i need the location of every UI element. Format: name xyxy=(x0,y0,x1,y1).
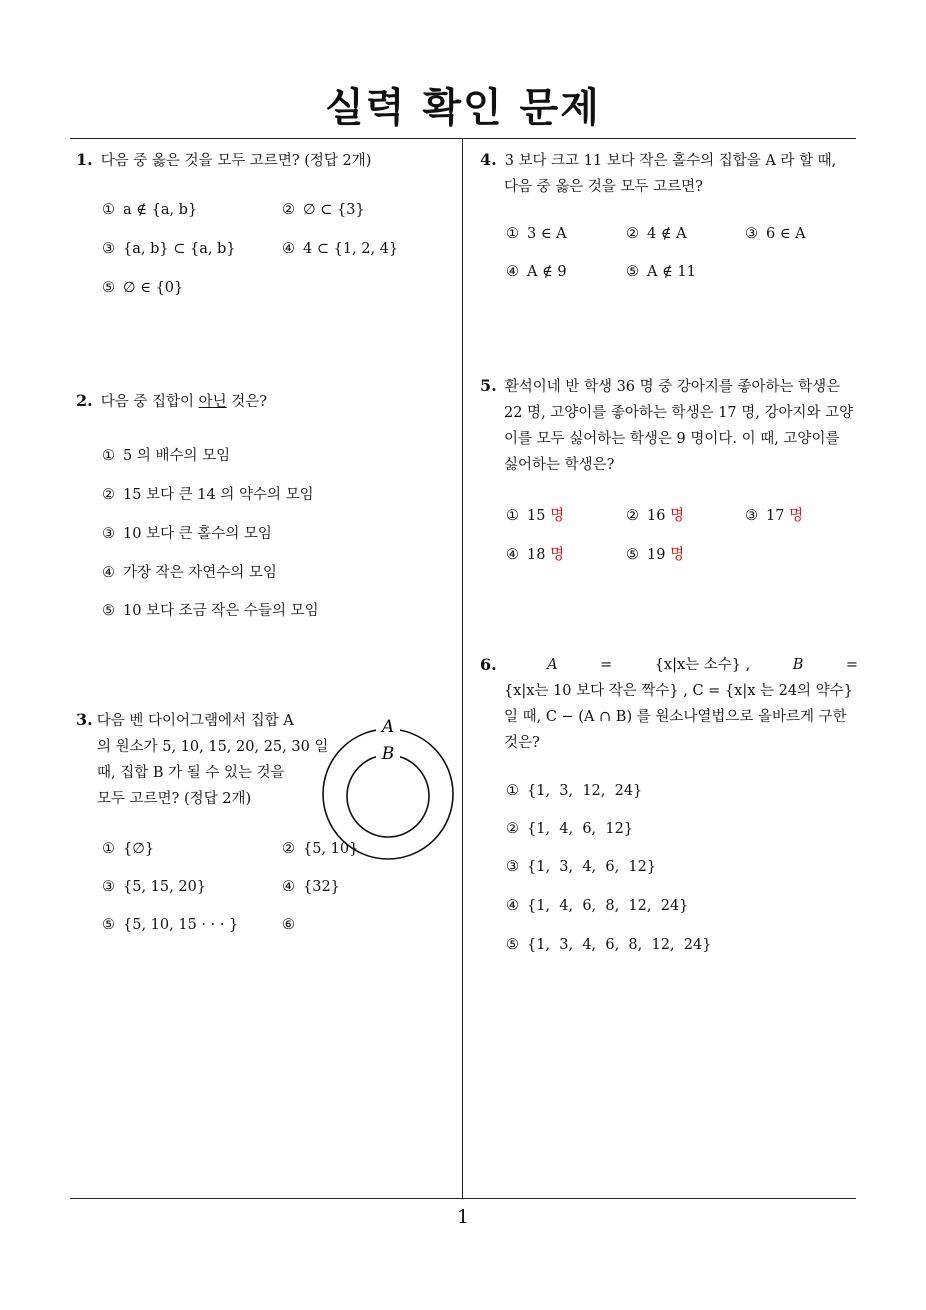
option-mark: ④ xyxy=(506,898,519,914)
question-6 xyxy=(480,652,860,756)
question-4 xyxy=(480,147,860,200)
option-mark: ④ xyxy=(506,547,519,563)
q4-option-2[interactable] xyxy=(626,226,687,242)
option-mark: ⑤ xyxy=(626,264,639,280)
option-mark: ④ xyxy=(506,264,519,280)
option-mark: ③ xyxy=(745,226,758,242)
option-text: {32} xyxy=(303,879,340,895)
question-number: 3. xyxy=(76,710,93,729)
page-title: 실력 확인 문제 xyxy=(325,85,601,131)
option-unit: 명 xyxy=(550,547,565,563)
question-number: 2. xyxy=(76,391,93,410)
question-number: 1. xyxy=(76,150,93,169)
option-unit: 명 xyxy=(670,547,685,563)
option-text: a ∉ {a, b} xyxy=(123,202,198,218)
venn-label-a: A xyxy=(381,717,395,737)
option-mark: ⑤ xyxy=(506,937,519,953)
q5-option-5[interactable] xyxy=(626,543,684,564)
option-mark: ⑤ xyxy=(102,603,115,619)
q3-option-3[interactable] xyxy=(102,879,206,895)
option-unit: 명 xyxy=(550,508,565,524)
option-mark: ① xyxy=(102,202,115,218)
q5-option-2[interactable] xyxy=(626,504,684,525)
q6-option-4[interactable] xyxy=(506,898,688,914)
question-number: 5. xyxy=(480,376,497,395)
option-mark: ④ xyxy=(282,241,295,257)
option-text: {a, b} ⊂ {a, b} xyxy=(123,241,236,257)
option-mark: ④ xyxy=(282,879,295,895)
option-mark: ② xyxy=(626,508,639,524)
question-line-1 xyxy=(480,652,858,678)
option-text: A ∉ 11 xyxy=(647,264,696,280)
q6-line1-part-4: B xyxy=(792,657,804,673)
option-mark: ⑤ xyxy=(102,280,115,296)
q2-option-2[interactable] xyxy=(102,483,314,504)
option-mark: ① xyxy=(506,508,519,524)
question-line-2: 의 원소가 5, 10, 15, 20, 25, 30 일 xyxy=(97,739,329,755)
question-text-after: 것은? xyxy=(226,394,267,410)
q1-option-5[interactable] xyxy=(102,280,183,296)
option-mark: ① xyxy=(506,226,519,242)
option-text: {5, 10, 15 · · · } xyxy=(123,917,239,933)
q3-option-5[interactable] xyxy=(102,917,238,933)
venn-diagram xyxy=(318,714,458,860)
q1-option-2[interactable] xyxy=(282,202,365,218)
option-value: 18 xyxy=(527,547,546,563)
option-mark: ② xyxy=(102,487,115,503)
question-3 xyxy=(76,707,329,812)
question-line-3: 일 때, C − (A ∩ B) 를 원소나열법으로 올바르게 구한 xyxy=(504,709,847,725)
question-number: 6. xyxy=(480,655,497,674)
question-text: 다음 중 옳은 것을 모두 고르면? (정답 2개) xyxy=(100,153,372,169)
question-line-1: 환석이네 반 학생 36 명 중 강아지를 좋아하는 학생은 xyxy=(504,379,841,395)
q2-option-1[interactable] xyxy=(102,444,230,465)
q5-option-4[interactable] xyxy=(506,543,564,564)
option-unit: 명 xyxy=(789,508,804,524)
q6-line1-part-3: {x|x는 소수} , xyxy=(654,657,751,673)
option-text: {5, 10} xyxy=(303,841,359,857)
question-line-1: 3 보다 크고 11 보다 작은 홀수의 집합을 A 라 할 때, xyxy=(504,153,837,169)
venn-inner-circle xyxy=(347,755,429,837)
question-line-2: 다음 중 옳은 것을 모두 고르면? xyxy=(504,179,703,195)
option-mark: ① xyxy=(102,841,115,857)
option-mark: ④ xyxy=(102,565,115,581)
q6-option-5[interactable] xyxy=(506,937,711,953)
option-text: 5 의 배수의 모임 xyxy=(123,448,231,464)
option-text: {1, 3, 12, 24} xyxy=(527,783,643,799)
q6-option-1[interactable] xyxy=(506,783,642,799)
option-mark: ② xyxy=(626,226,639,242)
q6-line1-part-5: = xyxy=(845,657,858,673)
question-line-3: 때, 집합 B 가 될 수 있는 것을 xyxy=(97,765,285,781)
question-line-2: {x|x는 10 보다 작은 짝수} , C = {x|x 는 24의 약수} xyxy=(504,683,853,699)
question-text-before: 다음 중 집합이 xyxy=(100,394,199,410)
option-text: {∅} xyxy=(123,841,155,857)
question-number: 4. xyxy=(480,150,497,169)
option-mark: ③ xyxy=(102,879,115,895)
q2-option-4[interactable] xyxy=(102,561,277,582)
question-text-underlined: 아닌 xyxy=(198,394,227,410)
option-mark: ① xyxy=(102,448,115,464)
option-mark: ⑤ xyxy=(626,547,639,563)
option-mark: ③ xyxy=(102,526,115,542)
q5-option-3[interactable] xyxy=(745,504,803,525)
option-text: 10 보다 큰 홀수의 모임 xyxy=(123,526,272,542)
question-line-3: 이를 모두 싫어하는 학생은 9 명이다. 이 때, 고양이를 xyxy=(504,431,840,447)
q3-option-4[interactable] xyxy=(282,879,340,895)
venn-label-b: B xyxy=(381,744,395,764)
q6-line1-part-1: A xyxy=(547,657,558,673)
q4-option-1[interactable] xyxy=(506,226,567,242)
question-line-2: 22 명, 고양이를 좋아하는 학생은 17 명, 강아지와 고양 xyxy=(504,405,854,421)
question-1 xyxy=(76,147,371,174)
q5-option-1[interactable] xyxy=(506,504,564,525)
bottom-rule xyxy=(70,1198,856,1199)
question-line-4: 것은? xyxy=(504,735,540,751)
q1-option-1[interactable] xyxy=(102,202,197,218)
option-unit: 명 xyxy=(670,508,685,524)
option-text: {1, 4, 6, 12} xyxy=(527,821,634,837)
question-5 xyxy=(480,373,860,478)
option-text: 6 ∈ A xyxy=(766,226,806,242)
question-line-4: 싫어하는 학생은? xyxy=(504,457,615,473)
q3-option-1[interactable] xyxy=(102,841,154,857)
option-mark: ③ xyxy=(506,859,519,875)
option-mark: ③ xyxy=(745,508,758,524)
option-text: {1, 4, 6, 8, 12, 24} xyxy=(527,898,689,914)
page-number: 1 xyxy=(456,1206,470,1228)
option-text: 4 ⊂ {1, 2, 4} xyxy=(303,241,399,257)
q1-option-3[interactable] xyxy=(102,241,236,257)
top-rule xyxy=(70,138,856,139)
question-line-1: 다음 벤 다이어그램에서 집합 A xyxy=(96,713,294,729)
column-divider xyxy=(462,139,463,1198)
option-value: 15 xyxy=(527,508,546,524)
question-line-4: 모두 고르면? (정답 2개) xyxy=(97,791,252,807)
option-value: 17 xyxy=(766,508,785,524)
option-text: {1, 3, 4, 6, 12} xyxy=(527,859,657,875)
option-text: 15 보다 큰 14 의 약수의 모임 xyxy=(123,487,314,503)
option-text: ∅ ∈ {0} xyxy=(123,280,184,296)
q3-option-6[interactable] xyxy=(282,917,303,933)
option-mark: ① xyxy=(506,783,519,799)
q6-option-3[interactable] xyxy=(506,859,656,875)
option-mark: ⑥ xyxy=(282,917,295,933)
q6-option-2[interactable] xyxy=(506,821,633,837)
option-mark: ② xyxy=(506,821,519,837)
option-value: 16 xyxy=(647,508,666,524)
q1-option-4[interactable] xyxy=(282,241,398,257)
option-text: 10 보다 조금 작은 수들의 모임 xyxy=(123,603,319,619)
option-text: {1, 3, 4, 6, 8, 12, 24} xyxy=(527,937,712,953)
option-mark: ② xyxy=(282,841,295,857)
q4-option-5[interactable] xyxy=(626,264,696,280)
option-mark: ③ xyxy=(102,241,115,257)
q4-option-3[interactable] xyxy=(745,226,806,242)
option-text: 4 ∉ A xyxy=(647,226,687,242)
option-mark: ⑤ xyxy=(102,917,115,933)
q3-option-2[interactable] xyxy=(282,841,358,857)
q2-option-5[interactable] xyxy=(102,599,319,620)
q2-option-3[interactable] xyxy=(102,522,272,543)
option-text: 가장 작은 자연수의 모임 xyxy=(123,565,277,581)
question-2 xyxy=(76,388,267,415)
option-text: ∅ ⊂ {3} xyxy=(303,202,365,218)
option-mark: ② xyxy=(282,202,295,218)
option-text: {5, 15, 20} xyxy=(123,879,207,895)
q4-option-4[interactable] xyxy=(506,264,567,280)
q6-line1-part-2: = xyxy=(600,657,613,673)
option-text: 3 ∈ A xyxy=(527,226,567,242)
option-value: 19 xyxy=(647,547,666,563)
option-text: A ∉ 9 xyxy=(527,264,567,280)
